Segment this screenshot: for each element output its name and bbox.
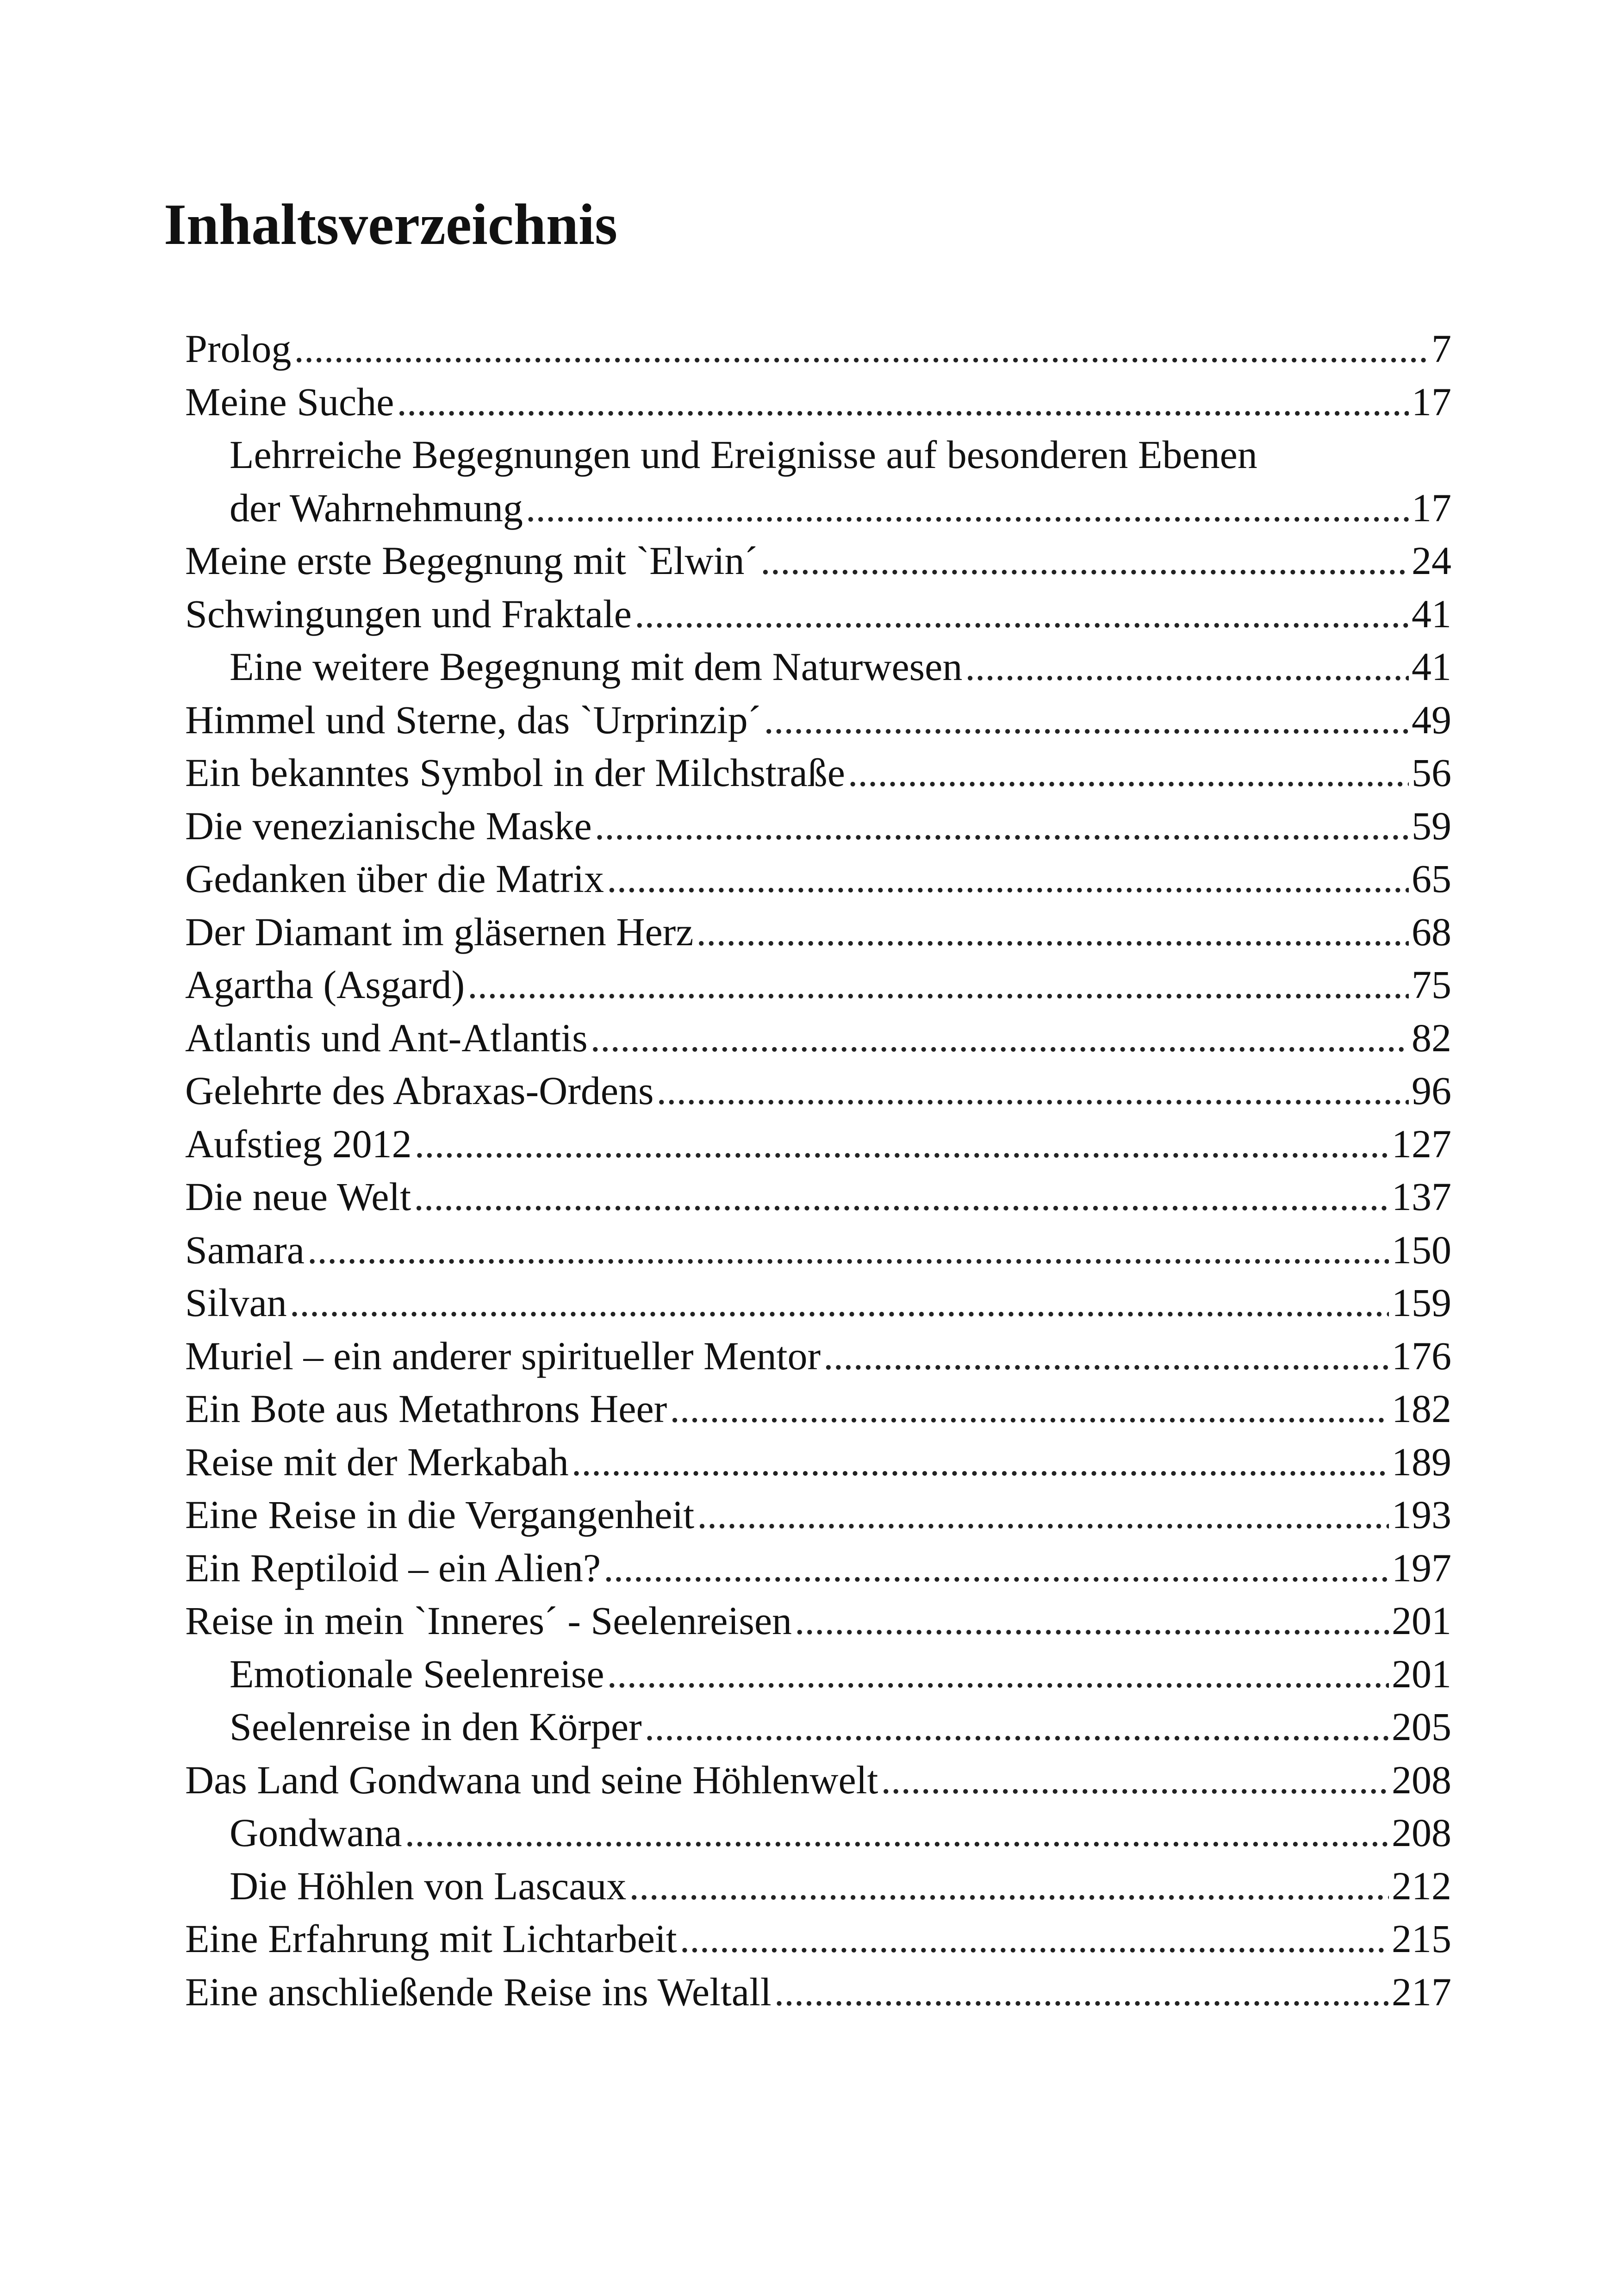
toc-page-number: 182 (1392, 1386, 1451, 1431)
toc-page-number: 65 (1412, 856, 1451, 901)
dot-leader (795, 1594, 1389, 1647)
dot-leader (595, 799, 1409, 853)
dot-leader (467, 958, 1409, 1011)
toc-entry-title: Gondwana (230, 1810, 402, 1855)
toc-page-number: 41 (1412, 644, 1451, 689)
toc-entry-symbol-milchstrasse[interactable] (185, 746, 1451, 799)
toc-page-number: 212 (1392, 1863, 1451, 1908)
toc-entry-title: Emotionale Seelenreise (230, 1651, 604, 1696)
toc-page-number: 137 (1392, 1174, 1451, 1219)
toc-page-number: 159 (1392, 1280, 1451, 1325)
dot-leader (591, 1011, 1409, 1065)
toc-page-number: 17 (1412, 379, 1451, 424)
toc-entry-title: Ein Bote aus Metathrons Heer (185, 1386, 667, 1431)
toc-entry-matrix[interactable] (185, 852, 1451, 905)
toc-entry-title: Eine Erfahrung mit Lichtarbeit (185, 1916, 677, 1961)
dot-leader (629, 1859, 1389, 1913)
toc-page-number: 201 (1392, 1651, 1451, 1696)
toc-entry-title-continued: der Wahrnehmung (230, 485, 523, 530)
toc-entry-title: Der Diamant im gläsernen Herz (185, 909, 694, 954)
toc-entry-title: Silvan (185, 1280, 287, 1325)
toc-entry-abraxas[interactable] (185, 1064, 1451, 1117)
dot-leader (965, 640, 1409, 693)
dot-leader (697, 1488, 1389, 1541)
toc-entry-prolog[interactable] (185, 322, 1451, 375)
toc-entry-reptiloid[interactable] (185, 1541, 1451, 1595)
toc-entry-title: Die venezianische Maske (185, 803, 592, 848)
toc-subentry-lascaux[interactable] (185, 1859, 1451, 1913)
toc-entry-venezianische-maske[interactable] (185, 799, 1451, 853)
toc-page-number: 217 (1392, 1969, 1451, 2014)
toc-entry-samara[interactable] (185, 1223, 1451, 1277)
dot-leader (607, 1647, 1389, 1701)
toc-entry-aufstieg[interactable] (185, 1117, 1451, 1171)
dot-leader (290, 1276, 1389, 1329)
toc-page-number: 56 (1412, 750, 1451, 795)
toc-entry-title: Reise in mein `Inneres´ - Seelenreisen (185, 1598, 792, 1643)
toc-page-number: 49 (1412, 697, 1451, 742)
toc-entry-title: Ein Reptiloid – ein Alien? (185, 1545, 601, 1590)
toc-entry-title: Eine Reise in die Vergangenheit (185, 1492, 695, 1537)
dot-leader (405, 1806, 1389, 1859)
toc-entry-title: Die Höhlen von Lascaux (230, 1863, 627, 1908)
toc-entry-diamant[interactable] (185, 905, 1451, 959)
toc-subentry-emotionale-seelenreise[interactable] (185, 1647, 1451, 1701)
toc-page-number: 41 (1412, 591, 1451, 636)
dot-leader (307, 1223, 1389, 1277)
dot-leader (657, 1064, 1409, 1117)
toc-entry-neue-welt[interactable] (185, 1170, 1451, 1223)
toc-page-number: 82 (1412, 1015, 1451, 1060)
dot-leader (414, 1170, 1389, 1223)
toc-entry-erste-begegnung[interactable] (185, 534, 1451, 587)
toc-entry-title: Muriel – ein anderer spiritueller Mentor (185, 1333, 821, 1378)
toc-entry-lichtarbeit[interactable] (185, 1912, 1451, 1965)
toc-page-number: 75 (1412, 962, 1451, 1007)
toc-subentry-gondwana[interactable] (185, 1806, 1451, 1859)
page-title: Inhaltsverzeichnis (164, 193, 618, 257)
toc-entry-title: Schwingungen und Fraktale (185, 591, 632, 636)
dot-leader (607, 852, 1409, 905)
dot-leader (526, 481, 1409, 535)
toc-page-number: 201 (1392, 1598, 1451, 1643)
toc-subentry-naturwesen[interactable] (185, 640, 1451, 693)
toc-subentry-seelenreise-koerper[interactable] (185, 1700, 1451, 1753)
toc-entry-weltall[interactable] (185, 1965, 1451, 2019)
dot-leader (848, 746, 1409, 799)
toc-entry-himmel-und-sterne[interactable] (185, 693, 1451, 747)
toc-entry-title: Meine Suche (185, 379, 394, 424)
toc-entry-meine-suche[interactable] (185, 375, 1451, 429)
toc-entry-title: Agartha (Asgard) (185, 962, 465, 1007)
toc-entry-schwingungen[interactable] (185, 587, 1451, 641)
toc-entry-title: Seelenreise in den Körper (230, 1704, 642, 1749)
toc-entry-atlantis[interactable] (185, 1011, 1451, 1065)
dot-leader (670, 1382, 1389, 1435)
toc-page-number: 197 (1392, 1545, 1451, 1590)
toc-entry-silvan[interactable] (185, 1276, 1451, 1329)
toc-page-number: 150 (1392, 1227, 1451, 1272)
toc-entry-title: Die neue Welt (185, 1174, 411, 1219)
toc-page-number: 127 (1392, 1121, 1451, 1166)
dot-leader (823, 1329, 1389, 1383)
toc-entry-muriel[interactable] (185, 1329, 1451, 1383)
dot-leader (774, 1965, 1389, 2019)
dot-leader (604, 1541, 1389, 1595)
toc-entry-title: Himmel und Sterne, das `Urprinzip´ (185, 697, 761, 742)
dot-leader (415, 1117, 1389, 1171)
toc-page-number: 208 (1392, 1810, 1451, 1855)
toc-page-number: 7 (1431, 326, 1451, 371)
toc-page-number: 59 (1412, 803, 1451, 848)
toc-page-number: 193 (1392, 1492, 1451, 1537)
dot-leader (635, 587, 1409, 641)
toc-page-number: 176 (1392, 1333, 1451, 1378)
toc-entry-title: Eine weitere Begegnung mit dem Naturwesen (230, 644, 963, 689)
toc-entry-gondwana-hoehlenwelt[interactable] (185, 1753, 1451, 1807)
toc-page-number: 17 (1412, 485, 1451, 530)
dot-leader (881, 1753, 1389, 1807)
dot-leader (764, 693, 1409, 747)
dot-leader (760, 534, 1409, 587)
toc-page-number: 68 (1412, 909, 1451, 954)
toc-entry-title: Samara (185, 1227, 305, 1272)
toc-page-number: 208 (1392, 1757, 1451, 1802)
toc-entry-title: Atlantis und Ant-Atlantis (185, 1015, 588, 1060)
toc-page-number: 205 (1392, 1704, 1451, 1749)
toc-page-number: 96 (1412, 1068, 1451, 1113)
toc-entry-bote-metathron[interactable] (185, 1382, 1451, 1435)
toc-page-number: 24 (1412, 538, 1451, 583)
dot-leader (645, 1700, 1389, 1753)
dot-leader (680, 1912, 1389, 1965)
toc-entry-title: Das Land Gondwana und seine Höhlenwelt (185, 1757, 878, 1802)
toc-page-number: 189 (1392, 1439, 1451, 1484)
toc-entry-title: Reise mit der Merkabah (185, 1439, 569, 1484)
toc-entry-title: Aufstieg 2012 (185, 1121, 412, 1166)
toc-entry-agartha[interactable] (185, 958, 1451, 1011)
toc-subentry-lehrreiche-begegnungen-line1[interactable] (185, 428, 1451, 481)
dot-leader (572, 1435, 1389, 1489)
toc-entry-title: Eine anschließende Reise ins Weltall (185, 1969, 772, 2014)
toc-page-number: 215 (1392, 1916, 1451, 1961)
toc-entry-title: Prolog (185, 326, 292, 371)
toc-entry-title: Meine erste Begegnung mit `Elwin´ (185, 538, 758, 583)
toc-subentry-lehrreiche-begegnungen-line2[interactable] (185, 481, 1451, 535)
toc-entry-vergangenheit[interactable] (185, 1488, 1451, 1541)
toc-entry-title: Ein bekanntes Symbol in der Milchstraße (185, 750, 845, 795)
toc-entry-title: Gedanken über die Matrix (185, 856, 604, 901)
dot-leader (397, 375, 1409, 429)
dot-leader (294, 322, 1429, 375)
dot-leader (696, 905, 1409, 959)
toc-entry-title: Lehrreiche Begegnungen und Ereignisse auf besonderen Ebenen (230, 432, 1257, 477)
toc-entry-merkabah[interactable] (185, 1435, 1451, 1489)
toc-entry-title: Gelehrte des Abraxas-Ordens (185, 1068, 654, 1113)
table-of-contents (185, 322, 1451, 2018)
toc-entry-seelenreisen[interactable] (185, 1594, 1451, 1647)
